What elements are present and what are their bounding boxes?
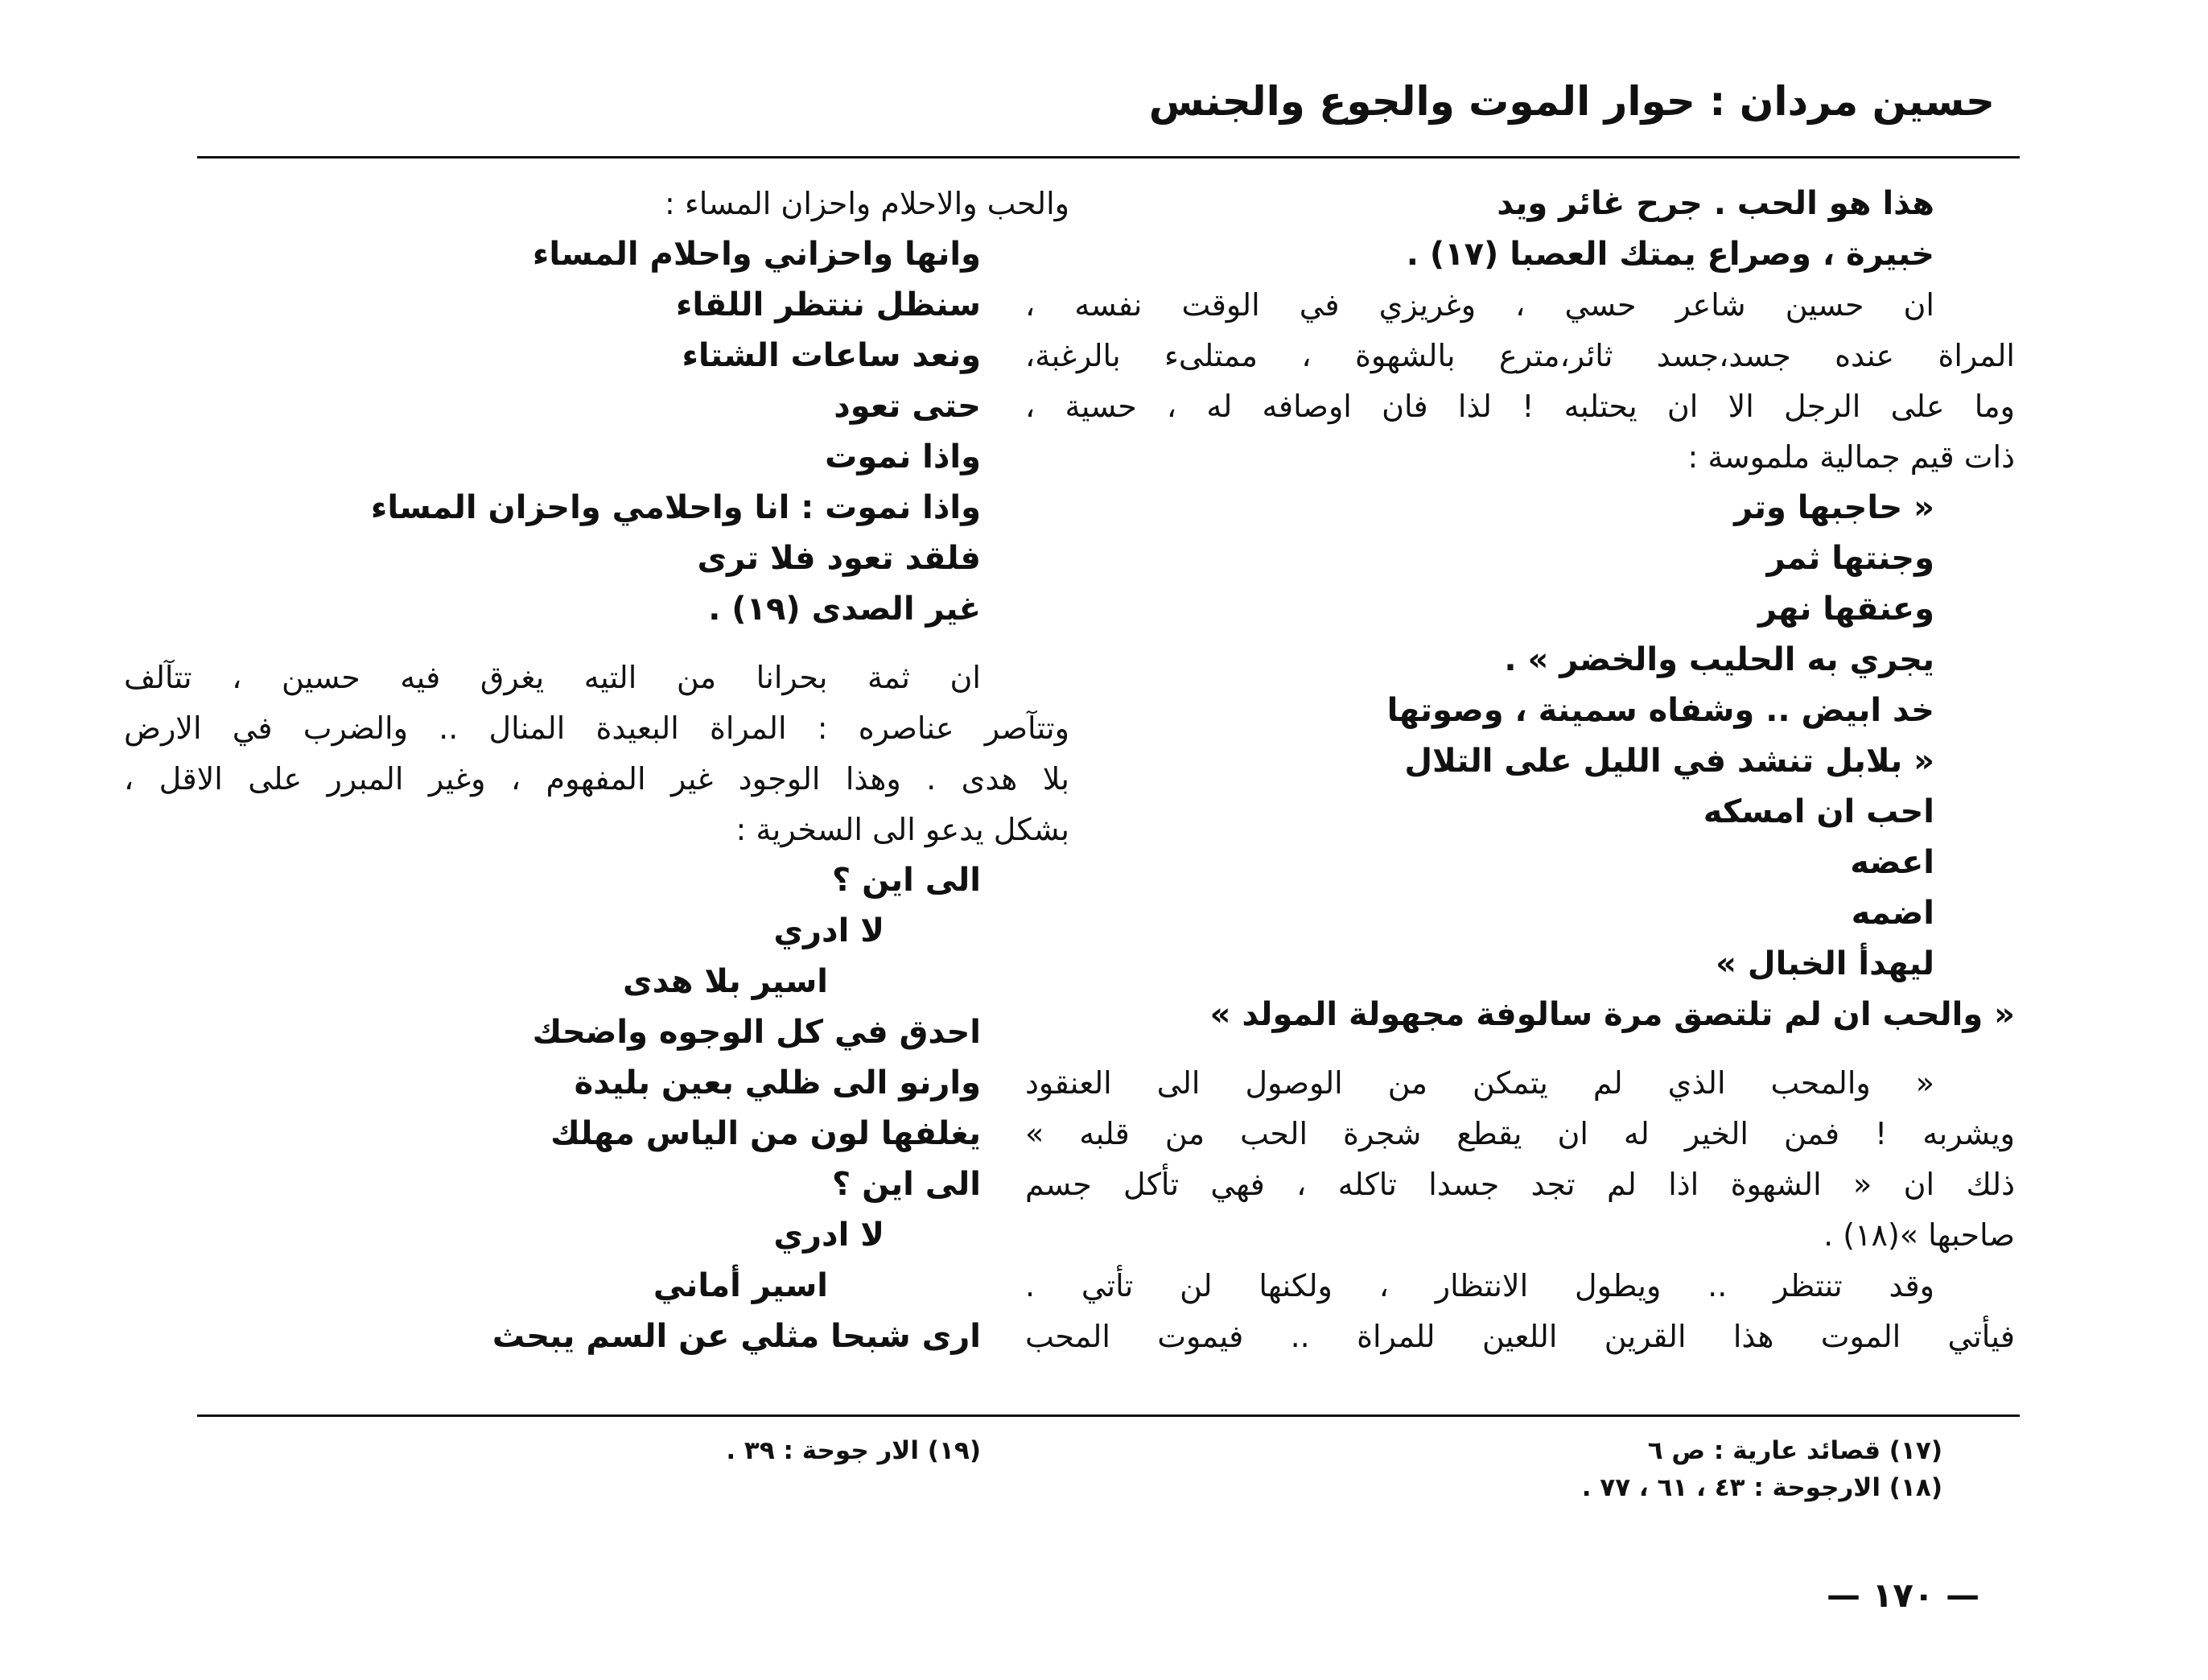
poem-line: وجنتها ثمر bbox=[1766, 540, 1934, 577]
prose-line: وقد تنتظر .. ويطول الانتظار ، ولكنها لن تأتي . bbox=[1025, 1268, 1934, 1303]
prose-line: بلا هدى . وهذا الوجود غير المفهوم ، وغير المبرر على الاقل ، bbox=[124, 761, 1069, 797]
poem-line: واذا نموت : انا واحلامي واحزان المساء bbox=[370, 489, 981, 526]
left-text-column bbox=[124, 179, 1069, 1362]
poem-line: اضمه bbox=[1851, 895, 1934, 932]
prose-line: « والمحب الذي لم يتمكن من الوصول الى العنقود bbox=[1025, 1065, 1934, 1101]
footnotes-left bbox=[418, 1432, 981, 1469]
poem-line: يجري به الحليب والخضر » . bbox=[1504, 641, 1934, 678]
prose-line: ويشربه ! فمن الخير له ان يقطع شجرة الحب من قلبه » bbox=[1025, 1116, 2015, 1151]
poem-line: وانها واحزاني واحلام المساء bbox=[532, 236, 981, 273]
footnote: (١٧) قصائد عارية : ص ٦ bbox=[1647, 1436, 1942, 1465]
poem-line: فلقد تعود فلا ترى bbox=[697, 540, 981, 577]
prose-line: فيأتي الموت هذا القرين اللعين للمراة .. فيموت المحب bbox=[1025, 1319, 2015, 1354]
poem-line: احدق في كل الوجوه واضحك bbox=[532, 1014, 981, 1051]
prose-line: ان حسين شاعر حسي ، وغريزي في الوقت نفسه ، bbox=[1025, 287, 1934, 323]
prose-line: ذات قيم جمالية ملموسة : bbox=[1687, 439, 2015, 475]
prose-line: صاحبها »(١٨) . bbox=[1823, 1217, 2015, 1253]
poem-line: وارنو الى ظلي بعين بليدة bbox=[574, 1064, 981, 1101]
poem-line: « بلابل تنشد في الليل على التلال bbox=[1404, 743, 1934, 780]
paragraph-gap bbox=[124, 635, 1069, 653]
footnotes-right bbox=[1218, 1432, 1942, 1506]
poem-line: « حاجبها وتر bbox=[1734, 489, 1934, 526]
poem-line: ليهدأ الخبال » bbox=[1716, 945, 1934, 982]
poem-line: خبيرة ، وصراع يمتك العصبا (١٧) . bbox=[1406, 236, 1934, 273]
poem-line: اعضه bbox=[1850, 844, 1934, 881]
poem-line: اسير أماني bbox=[653, 1267, 828, 1304]
prose-line: والحب والاحلام واحزان المساء : bbox=[665, 186, 1069, 221]
prose-line: بشكل يدعو الى السخرية : bbox=[735, 812, 1069, 847]
footnote: (١٨) الارجوحة : ٤٣ ، ٦١ ، ٧٧ . bbox=[1581, 1473, 1942, 1502]
prose-line: وما على الرجل الا ان يحتلبه ! لذا فان اوصافه له ، حسية ، bbox=[1025, 389, 2015, 424]
poem-line: احب ان امسكه bbox=[1703, 793, 1934, 830]
prose-line: ذلك ان « الشهوة اذا لم تجد جسدا تاكله ، فهي تأكل جسم bbox=[1025, 1167, 2015, 1202]
poem-line: خد ابيض .. وشفاه سمينة ، وصوتها bbox=[1386, 692, 1934, 729]
footnote-rule bbox=[197, 1414, 2020, 1417]
poem-line: الى اين ؟ bbox=[832, 862, 981, 899]
poem-line: هذا هو الحب . جرح غائر ويد bbox=[1497, 185, 1934, 222]
poem-line: ونعد ساعات الشتاء bbox=[682, 337, 981, 374]
poem-line: اسير بلا هدى bbox=[623, 963, 828, 1000]
poem-line: وعنقها نهر bbox=[1758, 591, 1934, 628]
page-header-title: حسين مردان : حوار الموت والجوع والجنس bbox=[1148, 78, 1995, 125]
poem-line: لا ادري bbox=[773, 912, 884, 949]
right-text-column bbox=[1025, 179, 2015, 1362]
poem-line: يغلفها لون من الياس مهلك bbox=[550, 1115, 981, 1152]
header-rule bbox=[197, 156, 2020, 159]
poem-line: ارى شبحا مثلي عن السم يبحث bbox=[492, 1318, 981, 1355]
prose-line: ان ثمة بحرانا من التيه يغرق فيه حسين ، تتآلف bbox=[124, 660, 981, 695]
poem-line: واذا نموت bbox=[825, 439, 981, 476]
poem-line: الى اين ؟ bbox=[832, 1166, 981, 1203]
footnote: (١٩) الار جوحة : ٣٩ . bbox=[726, 1436, 981, 1465]
poem-line: سنظل ننتظر اللقاء bbox=[675, 286, 981, 323]
poem-line: غير الصدى (١٩) . bbox=[708, 591, 981, 628]
poem-line: حتى تعود bbox=[834, 388, 981, 425]
paragraph-gap bbox=[1025, 1040, 2015, 1058]
prose-line: المراة عنده جسد،جسد ثائر،مترع بالشهوة ، ممتلىء بالرغبة، bbox=[1025, 338, 2015, 373]
page-number: — ١٧٠ — bbox=[1827, 1575, 1980, 1615]
poem-line: لا ادري bbox=[773, 1217, 884, 1254]
poem-line: « والحب ان لم تلتصق مرة سالوفة مجهولة المولد » bbox=[1209, 996, 2015, 1033]
prose-line: وتتآصر عناصره : المراة البعيدة المنال .. والضرب في الارض bbox=[124, 710, 1069, 746]
